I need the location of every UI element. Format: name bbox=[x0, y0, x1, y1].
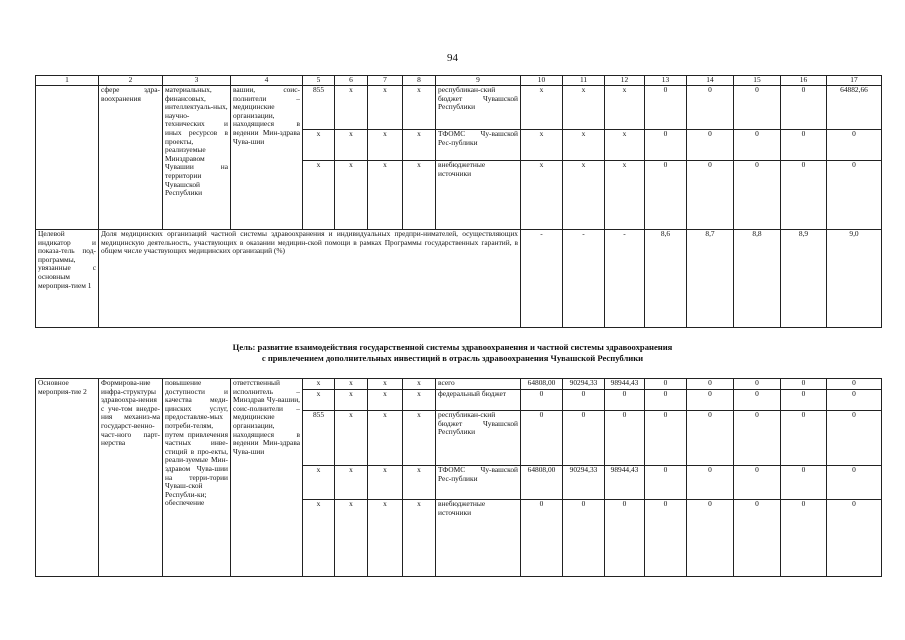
value-cell: 0 bbox=[521, 500, 563, 577]
code-cell: x bbox=[403, 379, 436, 390]
funding-source-cell: ТФОМС Чу-вашской Рес-публики bbox=[436, 130, 521, 161]
value-cell: 0 bbox=[781, 411, 827, 466]
goal-heading bbox=[0, 342, 905, 364]
col-num: 11 bbox=[563, 76, 605, 86]
value-cell: 0 bbox=[687, 500, 734, 577]
col-num: 16 bbox=[781, 76, 827, 86]
table-row bbox=[36, 86, 882, 130]
value-cell: - bbox=[521, 230, 563, 328]
col-num: 5 bbox=[303, 76, 335, 86]
value-cell: x bbox=[521, 130, 563, 161]
value-cell: 0 bbox=[781, 379, 827, 390]
value-cell: 0 bbox=[827, 130, 882, 161]
value-cell: 0 bbox=[687, 390, 734, 411]
value-cell: 0 bbox=[687, 130, 734, 161]
code-cell: x bbox=[403, 500, 436, 577]
code-cell: x bbox=[368, 161, 403, 230]
executor-cell: вашии, соис-полнители – медицинские организации, находящиеся в ведении Мин-здрава Чува-шии bbox=[231, 86, 303, 230]
value-cell: 0 bbox=[645, 379, 687, 390]
value-cell: 0 bbox=[645, 130, 687, 161]
executor-cell: ответственный исполнитель – Минздрав Чу-вашии, соис-полнители – медицинские организации, находящиеся в ведении Мин-здрава Чува-шии bbox=[231, 379, 303, 577]
value-cell: 90294,33 bbox=[563, 466, 605, 500]
code-cell: x bbox=[368, 390, 403, 411]
event-goal-cell: повышение доступности и качества меди-цинских услуг, предоставляе-мых потреби-телям, путем привлечения частных инве-стиций в про-екты, реали-зуемые Мин-здравом Чува-шии на терри-тории Чуваш-ской Республи-ки; обеспечение bbox=[163, 379, 231, 577]
grbs-cell: x bbox=[303, 161, 335, 230]
col-num: 8 bbox=[403, 76, 436, 86]
value-cell: 8,8 bbox=[734, 230, 781, 328]
code-cell: x bbox=[403, 466, 436, 500]
value-cell: 0 bbox=[687, 379, 734, 390]
col-num: 7 bbox=[368, 76, 403, 86]
value-cell: 0 bbox=[605, 411, 645, 466]
code-cell: x bbox=[335, 161, 368, 230]
value-cell: 64808,00 bbox=[521, 379, 563, 390]
code-cell: x bbox=[368, 466, 403, 500]
col-num: 9 bbox=[436, 76, 521, 86]
program-table-part2 bbox=[35, 378, 882, 577]
value-cell: 0 bbox=[827, 161, 882, 230]
col-num: 13 bbox=[645, 76, 687, 86]
code-cell: x bbox=[403, 161, 436, 230]
indicator-row bbox=[36, 230, 882, 328]
page-number: 94 bbox=[447, 52, 458, 64]
code-cell: x bbox=[335, 390, 368, 411]
col-num: 15 bbox=[734, 76, 781, 86]
code-cell: x bbox=[368, 379, 403, 390]
grbs-cell: x bbox=[303, 466, 335, 500]
value-cell: 0 bbox=[521, 390, 563, 411]
value-cell: 0 bbox=[827, 466, 882, 500]
funding-source-cell: ТФОМС Чу-вашской Рес-публики bbox=[436, 466, 521, 500]
value-cell: - bbox=[605, 230, 645, 328]
code-cell: x bbox=[403, 411, 436, 466]
event-name-cell: Формирова-ние инфра-структуры здравоохра-нения с уче-том внедре-ния механиз-ма государст-венно-част-ного парт-нерства bbox=[99, 379, 163, 577]
value-cell: 0 bbox=[645, 466, 687, 500]
event-goal-cell: материальных, финансовых, интеллектуаль-ных, научно-технических и иных ресурсов в проекты, реализуемые Минздравом Чувашии на территории Чувашской Республики bbox=[163, 86, 231, 230]
col-num: 1 bbox=[36, 76, 99, 86]
value-cell: x bbox=[563, 161, 605, 230]
value-cell: 0 bbox=[563, 500, 605, 577]
col-num: 12 bbox=[605, 76, 645, 86]
grbs-cell: x bbox=[303, 379, 335, 390]
funding-source-cell: республикан-ский бюджет Чувашской Республики bbox=[436, 86, 521, 130]
value-cell: 9,0 bbox=[827, 230, 882, 328]
code-cell: x bbox=[368, 130, 403, 161]
value-cell: 0 bbox=[645, 161, 687, 230]
value-cell: 0 bbox=[605, 500, 645, 577]
funding-source-cell: федеральный бюджет bbox=[436, 390, 521, 411]
value-cell: x bbox=[521, 86, 563, 130]
value-cell: 0 bbox=[605, 390, 645, 411]
value-cell: 64882,66 bbox=[827, 86, 882, 130]
value-cell: 0 bbox=[687, 161, 734, 230]
value-cell: 98944,43 bbox=[605, 379, 645, 390]
value-cell: 0 bbox=[827, 500, 882, 577]
value-cell: 0 bbox=[734, 411, 781, 466]
value-cell: 64808,00 bbox=[521, 466, 563, 500]
value-cell: 0 bbox=[645, 500, 687, 577]
code-cell: x bbox=[335, 86, 368, 130]
value-cell: 0 bbox=[827, 390, 882, 411]
value-cell: 0 bbox=[645, 390, 687, 411]
grbs-cell: x bbox=[303, 130, 335, 161]
value-cell: x bbox=[521, 161, 563, 230]
value-cell: 0 bbox=[645, 86, 687, 130]
funding-source-cell: всего bbox=[436, 379, 521, 390]
grbs-cell: 855 bbox=[303, 411, 335, 466]
value-cell: 0 bbox=[687, 466, 734, 500]
value-cell: 98944,43 bbox=[605, 466, 645, 500]
code-cell: x bbox=[403, 86, 436, 130]
col-num: 6 bbox=[335, 76, 368, 86]
value-cell: x bbox=[605, 161, 645, 230]
col-num: 2 bbox=[99, 76, 163, 86]
grbs-cell: x bbox=[303, 390, 335, 411]
col-num: 14 bbox=[687, 76, 734, 86]
value-cell: x bbox=[605, 86, 645, 130]
table-row bbox=[36, 379, 882, 390]
value-cell: - bbox=[563, 230, 605, 328]
code-cell: x bbox=[403, 130, 436, 161]
value-cell: 0 bbox=[734, 390, 781, 411]
value-cell: 0 bbox=[827, 379, 882, 390]
value-cell: 0 bbox=[827, 411, 882, 466]
value-cell: 0 bbox=[563, 390, 605, 411]
value-cell: 0 bbox=[734, 466, 781, 500]
code-cell: x bbox=[335, 466, 368, 500]
value-cell: 8,6 bbox=[645, 230, 687, 328]
value-cell: 8,7 bbox=[687, 230, 734, 328]
col-num: 4 bbox=[231, 76, 303, 86]
code-cell: x bbox=[335, 500, 368, 577]
value-cell: 0 bbox=[734, 500, 781, 577]
indicator-label-cell: Целевой индикатор и показа-тель под-программы, увязанные с основным мероприя-тием 1 bbox=[36, 230, 99, 328]
code-cell: x bbox=[335, 130, 368, 161]
value-cell: 0 bbox=[563, 411, 605, 466]
code-cell: x bbox=[368, 86, 403, 130]
code-cell: x bbox=[403, 390, 436, 411]
column-number-row bbox=[36, 76, 882, 86]
value-cell: 0 bbox=[734, 379, 781, 390]
value-cell: 0 bbox=[521, 411, 563, 466]
value-cell: 0 bbox=[734, 86, 781, 130]
value-cell: 0 bbox=[781, 161, 827, 230]
value-cell: 0 bbox=[734, 161, 781, 230]
code-cell: x bbox=[335, 379, 368, 390]
event-name-cell: сфере здра-воохранения bbox=[99, 86, 163, 230]
program-table-part1 bbox=[35, 75, 882, 328]
grbs-cell: x bbox=[303, 500, 335, 577]
value-cell: 0 bbox=[781, 86, 827, 130]
col-num: 3 bbox=[163, 76, 231, 86]
main-event-label-cell: Основное мероприя-тие 2 bbox=[36, 379, 99, 577]
funding-source-cell: внебюджетные источники bbox=[436, 161, 521, 230]
value-cell: x bbox=[563, 86, 605, 130]
col-num: 17 bbox=[827, 76, 882, 86]
code-cell: x bbox=[335, 411, 368, 466]
value-cell: 0 bbox=[781, 390, 827, 411]
value-cell: 8,9 bbox=[781, 230, 827, 328]
code-cell: x bbox=[368, 500, 403, 577]
value-cell: 0 bbox=[687, 86, 734, 130]
value-cell: 0 bbox=[687, 411, 734, 466]
grbs-cell: 855 bbox=[303, 86, 335, 130]
value-cell: 0 bbox=[645, 411, 687, 466]
value-cell: 0 bbox=[734, 130, 781, 161]
funding-source-cell: республикан-ский бюджет Чувашской Республики bbox=[436, 411, 521, 466]
value-cell: 0 bbox=[781, 466, 827, 500]
value-cell: 0 bbox=[781, 130, 827, 161]
col-num: 10 bbox=[521, 76, 563, 86]
goal-line: с привлечением дополнительных инвестиций в отрасль здравоохранения Чувашской Республики bbox=[261, 353, 644, 363]
value-cell: 0 bbox=[781, 500, 827, 577]
code-cell: x bbox=[368, 411, 403, 466]
indicator-text-cell: Доля медицинских организаций частной системы здравоохранения и индивидуальных предпри-нимателей, осуществляющих медицинскую деятельность, участвующих в оказании медицин-ской помощи в рамках Программы государственных гарантий, в общем числе участвующих медицинских организаций (%) bbox=[99, 230, 521, 328]
empty-cell bbox=[36, 86, 99, 230]
value-cell: x bbox=[563, 130, 605, 161]
goal-line: Цель: развитие взаимодействия государственной системы здравоохранения и частной системы здравоохранения bbox=[232, 342, 673, 352]
value-cell: 90294,33 bbox=[563, 379, 605, 390]
value-cell: x bbox=[605, 130, 645, 161]
funding-source-cell: внебюджетные источники bbox=[436, 500, 521, 577]
